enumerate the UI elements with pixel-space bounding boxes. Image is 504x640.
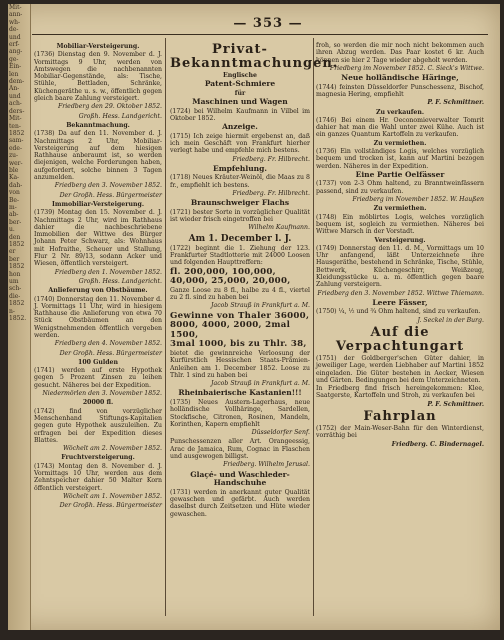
- notice-heading: Versteigerung.: [374, 236, 426, 244]
- margin-fragment: dem-: [9, 78, 25, 86]
- margin-fragment: sch-: [9, 285, 22, 293]
- notice-heading: Empfehlung.: [213, 163, 267, 173]
- notice-signature: Der Großh. Hess. Bürgermeister: [59, 502, 162, 510]
- notice-heading: Bekanntmachung.: [66, 121, 130, 129]
- newspaper-page: [8, 4, 500, 630]
- margin-fragment: er: [9, 248, 16, 256]
- margin-fragment: 1852: [9, 129, 25, 137]
- notice-signature: Der Großh. Hess. Bürgermeister: [59, 191, 162, 199]
- margin-fragment: 1852: [9, 300, 25, 308]
- notice-heading: Zu verkaufen.: [375, 108, 424, 116]
- notice-heading: Mobiliar-Versteigerung.: [56, 43, 140, 50]
- notice-text: (1736) Dienstag den 9. November d. J. Vormittags 9 Uhr, werden von Amtswegen die nachbenannten Mobiliar-Gegenstände, als: Tische, Stühle, Bettladen, Schränke, Küchengeräthe u. s. w., öffentlich gegen gleich baare Zahlung versteigert.: [34, 51, 162, 103]
- notice-signature: Friedberg im November 1852. C. Sieck's Wittwe.: [329, 64, 484, 72]
- notice-signature: Wilhelm Kaufmann.: [248, 224, 310, 232]
- header-rule: [32, 34, 488, 35]
- notice-signature: Düsseldorfer Senf.: [251, 429, 310, 437]
- notice-heading: Fruchtversteigerung.: [61, 454, 135, 462]
- prize-line: 3mal 1000, bis zu Thlr. 38,: [170, 339, 307, 350]
- notice-text: (1718) Neues Kräuter-Weinöl, die Maas zu 8 fr., empfiehlt ich bestens.: [170, 174, 310, 189]
- notice-text: (1721) bester Sorte in vorzüglicher Qualität ist wieder frisch eingetroffen bei: [170, 208, 310, 224]
- page-number: — 353 —: [233, 16, 303, 31]
- notice-signature: Friedberg den 29. Oktober 1852.: [57, 103, 162, 111]
- notice-text: (1738) Da auf den 11. November d. J. Nachmittags 2 Uhr, Mobiliar-Versteigerung auf dem hiesigen Rathhause anberaumt ist, so werden diejenigen, welche Forderungen haben, aufgefordert, solche binnen 3 Tagen anzumelden.: [34, 130, 162, 182]
- notice-signature: Wöchelt am 2. November 1852.: [62, 445, 162, 453]
- notice-signature: Der Großh. Hess. Bürgermeister: [59, 349, 162, 357]
- margin-fragment: m-: [9, 203, 17, 211]
- margin-fragment: Ein-: [9, 63, 22, 71]
- prize-line: Gewinne von Thaler 36000,: [170, 310, 310, 321]
- notice-heading: Anzeige.: [222, 122, 258, 132]
- notice-signature: Friedberg. Fr. Hilbrecht.: [232, 155, 310, 163]
- column-advertisements: [316, 42, 484, 450]
- notice-signature: Friedberg. Wilhelm Jerusal.: [223, 461, 310, 469]
- notice-heading: Leere Fässer,: [372, 297, 428, 307]
- notice-heading: Am 1. December l. J.: [188, 233, 292, 244]
- notice-heading: Immobiliar-Versteigerung.: [52, 200, 144, 208]
- margin-fragment: ders-: [9, 107, 25, 115]
- margin-fragment: n-: [9, 307, 15, 315]
- prize-line: 8000, 4000, 2000, 2mal 1500,: [170, 320, 291, 340]
- notice-heading: Eine Partie Oelfässer: [355, 169, 445, 179]
- notice-signature: Friedberg den 1. November 1852.: [54, 268, 162, 276]
- prize-line: fl. 200,000, 100,000,: [170, 266, 276, 277]
- notice-text: (1740) Donnerstag den 11. November d. J. Vormittags 11 Uhr, wird in hiesigem Rathhause die Anlieferung von etwa 70 Stück Obstbäumen an den Wenigstnehmenden öffentlich vergeben werden.: [34, 295, 162, 339]
- notice-text: froh, so werden die mir noch nicht bekommen auch ihren Abzug werden. Das Paar kostet 6 kr. Auch können sie hier 2 Tage wieder abgeholt werden.: [316, 42, 484, 64]
- notice-signature: Niedermörlen den 3. November 1852.: [42, 390, 162, 398]
- notice-signature: Jacob Strauß in Frankfurt a. M.: [211, 302, 310, 310]
- margin-fragment: zu-: [9, 152, 19, 160]
- margin-fragment: dah-: [9, 181, 23, 189]
- notice-text: (1751) der Goldberger'schen Güter dahier, in jeweiliger Lage, werden Liebhaber auf Martini 1852 eingeladen. Die Güter bestehen in Aecker, Wiesen und Gärten. Bedingungen bei dem Unterzeichneten.: [316, 355, 484, 384]
- margin-fragment: Mit-: [9, 4, 22, 11]
- margin-fragment: An-: [9, 85, 20, 93]
- notice-signature: Friedberg den 3. November 1852.: [54, 182, 162, 190]
- margin-fragment: von: [9, 189, 20, 197]
- notice-signature: Friedberg. C. Bindernagel.: [391, 440, 484, 448]
- notice-text: (1742) find von vorzüglicher Menschenhand Stiftungs-Kapitalien gegen gute Hypothek auszuleihen. Zu erfragen bei der Expedition dieses Blattes.: [34, 407, 162, 444]
- column-private-notices: [170, 42, 339, 519]
- notice-heading: Neue holländische Häringe,: [341, 73, 459, 83]
- margin-fragment: Mit-: [9, 115, 22, 123]
- margin-fragment: 1852: [9, 263, 25, 271]
- margin-fragment: wh-: [9, 18, 21, 26]
- notice-heading: Braunschweiger Flachs: [190, 198, 290, 208]
- margin-fragment: und: [9, 92, 21, 100]
- left-page-edge: [8, 4, 31, 630]
- notice-text: (1749) Donnerstag den 11. d. M., Vormittags um 10 Uhr anfangend, läßt Unterzeichnete ihre Hausgeräthe, bestehend in Schränke, Tische, Stühle, Bettwerk, Küchengeschirr, Weißzeug, Kleidungsstücke u. a. m. öffentlich gegen baare Zahlung versteigern.: [316, 244, 484, 289]
- margin-fragment: um: [9, 278, 19, 286]
- notice-text: (1750) ¼, ½ und ¾ Ohm haltend, sind zu verkaufen.: [316, 308, 481, 316]
- margin-fragment: ang-: [9, 48, 23, 56]
- notice-signature: Friedberg im November 1852. W. Haußen: [352, 196, 484, 204]
- notice-heading: für: [234, 89, 246, 97]
- notice-text: (1735) Neues Austern-Lagerhaus, neue holländische Vollhäringe, Sardellen, Stockfische, Citronen, Rosinen, Mandeln, Korinthen, Kapern empfiehlt: [170, 398, 310, 428]
- margin-fragment: die-: [9, 292, 21, 300]
- notice-heading: Anlieferung von Obstbäume.: [48, 287, 148, 295]
- notice-signature: P. F. Schmittner.: [427, 400, 484, 408]
- notice-heading: Patent-Schmiere: [204, 79, 276, 89]
- notice-text: (1731) werden in anerkannt guter Qualität gewaschen und gefärbt. Auch werden daselbst durch Zeitsetzen und Hüte wieder gewaschen.: [170, 488, 310, 518]
- notice-text: (1739) Montag den 15. November d. J. Nachmittags 2 Uhr, wird im Rathhaus dahier die nachbeschriebene Immobilien der Wittwe des Bürger Johann Peter Schwarz, als: Wohnhaus mit Hofraithe, Scheuer und Stallung, Flur 2 Nr. 89/13, sodann Acker und Wiesen, öffentlich versteigert.: [34, 209, 162, 268]
- notice-text: (1736) Ein vollständiges Logis, welches vorzüglich bequem und trocken ist, kann auf Martini bezogen werden. Näheres in der Expedition.: [316, 148, 484, 170]
- margin-fragment: ab-: [9, 211, 19, 219]
- notice-text: (1737) von 2-3 Ohm haltend, zu Branntweinfässern passend, sind zu verkaufen.: [316, 180, 484, 195]
- prize-line: 40,000, 25,000, 20,000,: [170, 276, 291, 287]
- margin-fragment: ede-: [9, 144, 22, 152]
- notice-text: (1746) Bei einem Hr. Oeconomieverwalter Tomrit dahier hat man die Wahl unter zwei Kühe. Auch ist ein ganzes Quantum Kartoffeln zu verkaufen.: [316, 116, 484, 139]
- notice-heading: Glaçé- und Waschleder-Handschuhe: [190, 469, 290, 488]
- notice-signature: Jacob Strauß in Frankfurt a. M.: [211, 380, 310, 388]
- notice-text: (1752) der Main-Weser-Bahn für den Winterdienst, vorräthig bei: [316, 425, 484, 440]
- section-heading: Auf die Verpachtungart: [335, 325, 465, 354]
- notice-text: Punschessenzen aller Art. Orangeessig, Arac de Jamaica, Rum, Cognac in Flaschen und ausgewogen billigst.: [170, 438, 310, 461]
- margin-fragment: sam-: [9, 137, 24, 145]
- margin-fragment: ge-: [9, 55, 19, 63]
- margin-fragment: de-: [9, 26, 19, 34]
- notice-text: bietet die gewinnreiche Verloosung der Kurfürstlich Hessischen Staats-Prämien-Anleihen am 1. December 1852. Loose zu Thlr. 1 sind zu haben bei: [170, 350, 310, 379]
- notice-signature: Großh. Hess. Landgericht.: [78, 277, 162, 285]
- notice-text: (1741) werden auf erste Hypothek gegen 5 Prozent Zinsen zu leihen gesucht. Näheres bei der Expedition.: [34, 367, 162, 389]
- column-official-notices: [34, 42, 162, 512]
- margin-fragment: u.: [9, 226, 15, 234]
- notice-signature: Friedberg den 3. November 1852. Wittwe Thiemann.: [317, 289, 484, 297]
- notice-heading: Englische: [223, 72, 257, 79]
- notice-heading: 20000 fl.: [82, 399, 114, 407]
- notice-text: (1743) Montag den 8. November d. J. Vormittags 10 Uhr, werden aus dem Zehntspeicher dahier 50 Malter Korn öffentlich versteigert.: [34, 462, 162, 492]
- notice-signature: Großh. Hess. Landgericht.: [78, 112, 162, 120]
- notice-text: In Friedberg find frisch hereingekommen: Klee, Saatgerste, Kartoffeln und Stroh, zu verkaufen bei: [316, 385, 484, 400]
- section-heading: Privat-Bekanntmachungen.: [170, 42, 339, 71]
- column-rule-2: [313, 38, 314, 616]
- margin-fragment: hon: [9, 270, 21, 278]
- notice-text: (1748) Ein möblirtes Logis, welches vorzüglich bequem ist, sogleich zu vermiethen. Näheres bei Wittwe Marsch in der Vorstadt.: [316, 213, 484, 236]
- notice-signature: Friedberg. Fr. Hilbrecht.: [232, 189, 310, 197]
- notice-heading: Zu vermiethen.: [373, 139, 427, 147]
- notice-heading: Maschinen und Wagen: [192, 97, 288, 107]
- notice-text: (1724) bei Wilhelm Kaufmann in Vilbel im Oktober 1852.: [170, 107, 310, 122]
- margin-fragment: 1852.: [9, 315, 27, 323]
- notice-text: (1744) feinsten Düsseldorfer Punschessenz, Bischof, magnesia Hering, empfiehlt: [316, 83, 484, 98]
- section-heading: Fahrplan: [363, 409, 437, 425]
- margin-fragment: und: [9, 33, 21, 41]
- notice-heading: Zu vermiethen.: [373, 205, 427, 213]
- margin-fragment: ber-: [9, 218, 22, 226]
- margin-fragment: ble: [9, 166, 19, 174]
- margin-fragment: wer-: [9, 159, 23, 167]
- notice-signature: Friedberg den 4. November 1852.: [54, 340, 162, 348]
- margin-fragment: Ka-: [9, 174, 20, 182]
- notice-signature: Wöchelt am 1. November 1852.: [62, 492, 162, 500]
- notice-text: (1715) Ich zeige hiermit ergebenst an, daß ich mein Geschäft von Frankfurt hierher verlegt habe und empfehle mich bestens.: [170, 132, 310, 155]
- notice-text: Ganze Loose zu 8 fl., halbe zu 4 fl., viertel zu 2 fl. sind zu haben bei: [170, 286, 310, 302]
- margin-fragment: Be-: [9, 196, 19, 204]
- margin-fragment: ten-: [9, 122, 21, 130]
- notice-signature: J. Seckel in der Burg.: [417, 316, 484, 324]
- notice-signature: P. F. Schmittner.: [427, 99, 484, 107]
- margin-fragment: ach-: [9, 100, 22, 108]
- notice-heading: 100 Gulden: [78, 358, 118, 366]
- margin-fragment: ber: [9, 255, 20, 263]
- margin-fragment: erf-: [9, 41, 20, 49]
- margin-fragment: 1852: [9, 241, 25, 248]
- margin-fragment: den: [9, 233, 21, 241]
- margin-fragment: ann-: [9, 11, 23, 19]
- notice-text: (1722) beginnt die 1. Ziehung der 123. Frankfurter Stadtlotterie mit 24000 Loosen und folgenden Haupttreffern:: [170, 244, 310, 267]
- margin-fragment: len: [9, 70, 19, 78]
- column-rule-1: [165, 38, 166, 616]
- notice-heading: Rheinbaierische Kastanien!!!: [178, 388, 302, 398]
